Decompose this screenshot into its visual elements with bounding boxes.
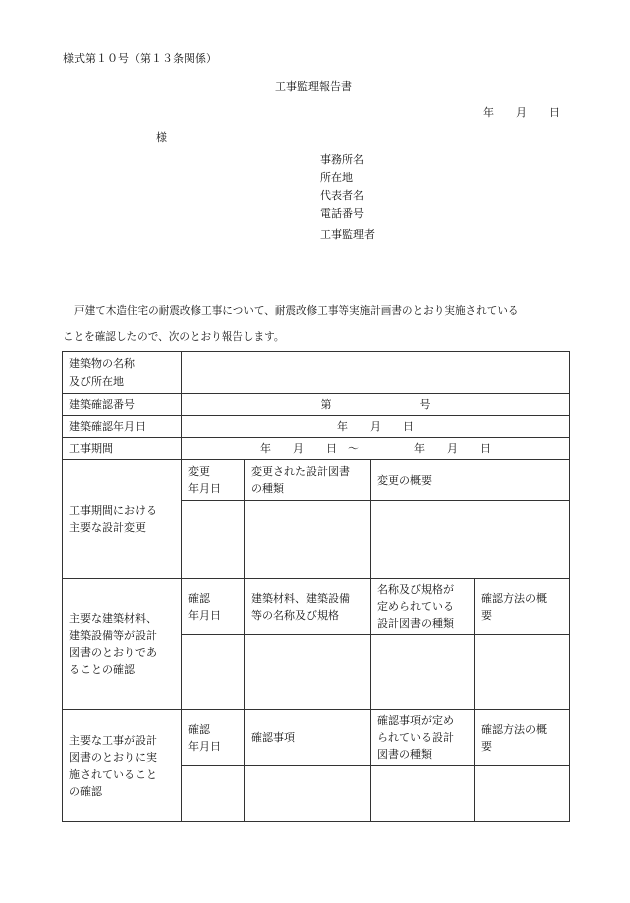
materials-doc-header: 名称及び規格が 定められている 設計図書の種類 (371, 579, 475, 635)
building-name-label: 建築物の名称 及び所在地 (63, 352, 182, 394)
address-label: 所在地 (320, 171, 353, 184)
work-item-header: 確認事項 (245, 710, 371, 766)
building-name-field[interactable] (182, 352, 570, 394)
design-change-date-header: 変更 年月日 (182, 460, 245, 501)
confirmation-date-field[interactable]: 年 月 日 (182, 416, 570, 438)
design-change-date-cell[interactable] (182, 501, 245, 579)
body-text-line1: 戸建て木造住宅の耐震改修工事について、耐震改修工事等実施計画書のとおり実施されている (74, 305, 519, 317)
body-text-line2: ことを確認したので、次のとおり報告します。 (63, 331, 285, 343)
construction-period-field[interactable]: 年 月 日 ～ 年 月 日 (182, 438, 570, 460)
materials-method-header: 確認方法の概 要 (475, 579, 570, 635)
materials-check-label: 主要な建築材料、 建築設備等が設計 図書のとおりであ ることの確認 (63, 579, 182, 710)
office-name-label: 事務所名 (320, 153, 364, 166)
work-doc-header: 確認事項が定め られている設計 図書の種類 (371, 710, 475, 766)
representative-label: 代表者名 (320, 189, 364, 202)
work-method-header: 確認方法の概 要 (475, 710, 570, 766)
work-method-cell[interactable] (475, 766, 570, 822)
design-change-summary-cell[interactable] (371, 501, 570, 579)
materials-name-cell[interactable] (245, 635, 371, 710)
design-change-doc-cell[interactable] (245, 501, 371, 579)
materials-date-header: 確認 年月日 (182, 579, 245, 635)
report-table (62, 351, 570, 822)
work-check-label: 主要な工事が設計 図書のとおりに実 施されていること の確認 (63, 710, 182, 822)
confirmation-date-label: 建築確認年月日 (63, 416, 182, 438)
date-line: 年 月 日 (483, 106, 560, 119)
work-doc-cell[interactable] (371, 766, 475, 822)
addressee-suffix: 様 (156, 131, 167, 144)
work-date-cell[interactable] (182, 766, 245, 822)
design-change-summary-header: 変更の概要 (371, 460, 570, 501)
supervisor-label: 工事監理者 (320, 228, 375, 241)
materials-method-cell[interactable] (475, 635, 570, 710)
design-change-doc-header: 変更された設計図書 の種類 (245, 460, 371, 501)
document-title: 工事監理報告書 (275, 80, 352, 93)
form-number: 様式第１０号（第１３条関係） (63, 52, 217, 65)
materials-doc-cell[interactable] (371, 635, 475, 710)
materials-name-header: 建築材料、建築設備 等の名称及び規格 (245, 579, 371, 635)
confirmation-number-label: 建築確認番号 (63, 394, 182, 416)
materials-date-cell[interactable] (182, 635, 245, 710)
confirmation-number-field[interactable]: 第 号 (182, 394, 570, 416)
work-item-cell[interactable] (245, 766, 371, 822)
phone-label: 電話番号 (320, 207, 364, 220)
work-date-header: 確認 年月日 (182, 710, 245, 766)
construction-period-label: 工事期間 (63, 438, 182, 460)
design-change-label: 工事期間における 主要な設計変更 (63, 460, 182, 579)
